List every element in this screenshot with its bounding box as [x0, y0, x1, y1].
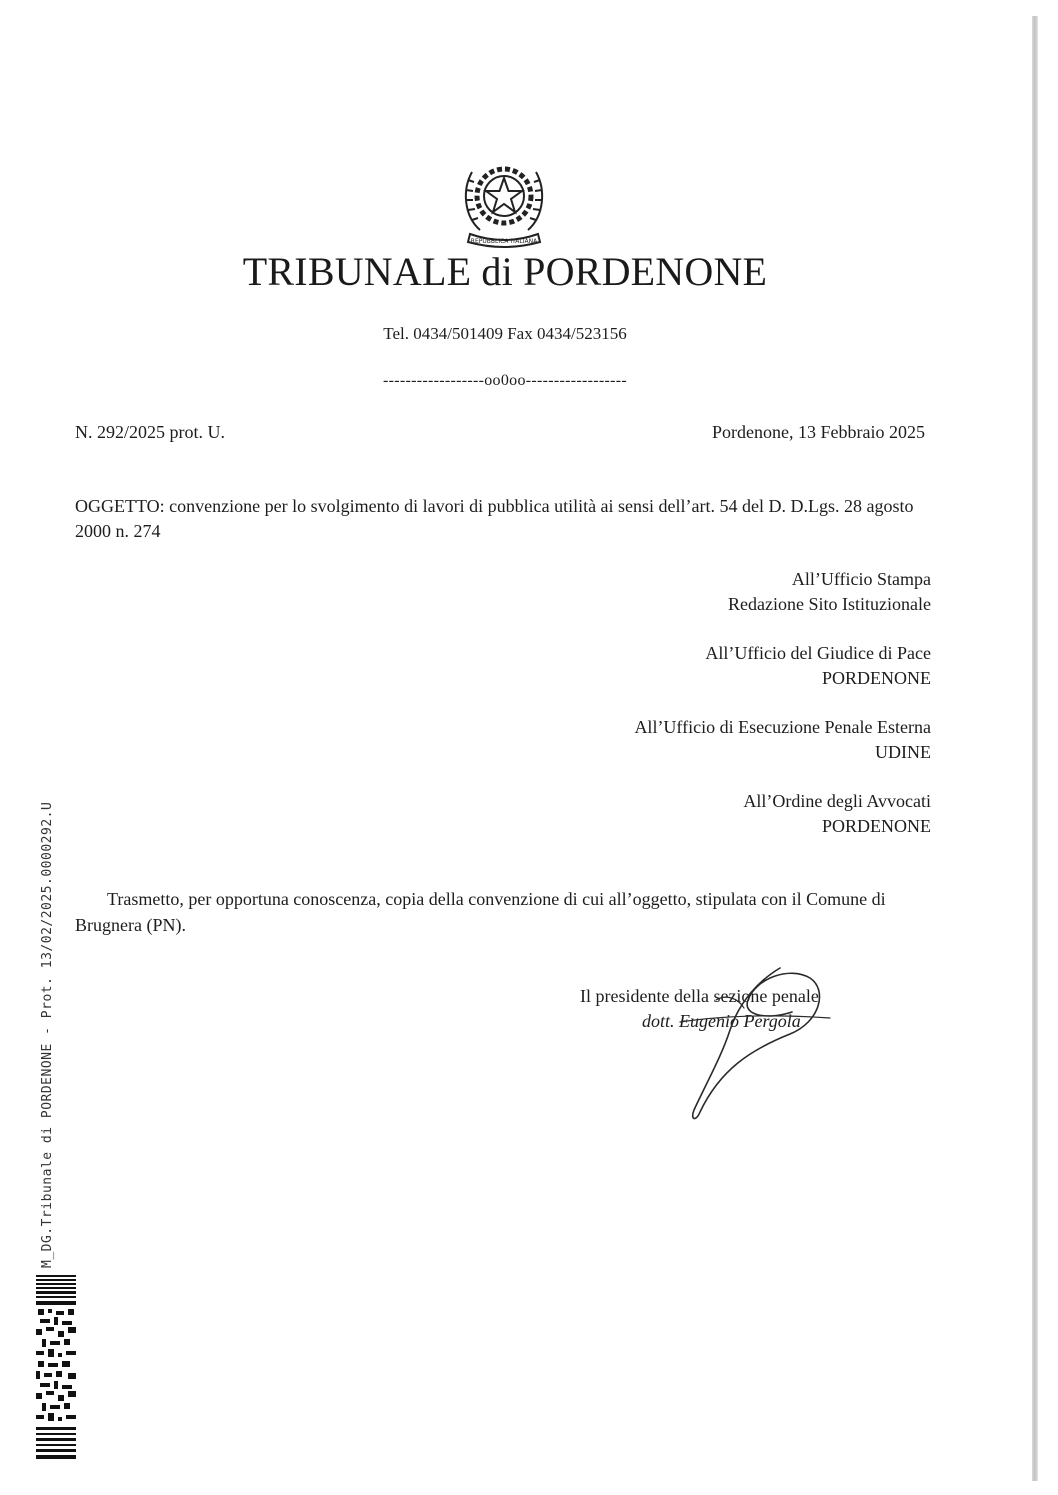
italian-republic-emblem-icon [458, 150, 550, 250]
signatory-name: dott. Eugenio Pergola [642, 1011, 801, 1031]
protocol-number: N. 292/2025 prot. U. [75, 422, 225, 442]
recipient-line: PORDENONE [821, 816, 931, 836]
recipient-line: All’Ufficio Stampa [791, 569, 931, 589]
recipient-press-office [634, 567, 931, 617]
recipient-line: PORDENONE [821, 668, 931, 688]
recipient-line: All’Ordine degli Avvocati [743, 791, 931, 811]
handwritten-signature [660, 960, 850, 1130]
page-edge-shadow [1032, 16, 1038, 1481]
recipients-block [634, 567, 931, 863]
recipient-line: All’Ufficio del Giudice di Pace [705, 643, 931, 663]
body-paragraph: Trasmetto, per opportuna conoscenza, copia della convenzione di cui all’oggetto, stipulata con il Comune di Brugnera (PN). [75, 889, 886, 935]
datamatrix-barcode-icon [36, 1275, 76, 1461]
recipient-penal-execution-office [634, 715, 931, 765]
recipient-justice-of-peace [634, 641, 931, 691]
recipient-bar-association [634, 789, 931, 839]
contact-numbers: Tel. 0434/501409 Fax 0434/523156 [383, 324, 627, 343]
place-and-date: Pordenone, 13 Febbraio 2025 [712, 422, 925, 442]
subject-line: OGGETTO: convenzione per lo svolgimento di lavori di pubblica utilità ai sensi dell’art. 54 del D. D.Lgs. 28 agosto 2000 n. 274 [75, 496, 914, 541]
protocol-side-stamp: M_DG.Tribunale di PORDENONE - Prot. 13/02/2025.0000292.U [40, 801, 55, 1268]
svg-text:REPUBBLICA ITALIANA: REPUBBLICA ITALIANA [470, 238, 538, 245]
recipient-line: UDINE [875, 742, 931, 762]
recipient-line: Redazione Sito Istituzionale [728, 594, 931, 614]
header-separator: ------------------oo0oo------------------ [382, 372, 628, 389]
court-name: TRIBUNALE di PORDENONE [242, 249, 768, 294]
signatory-title: Il presidente della sezione penale [580, 986, 819, 1006]
recipient-line: All’Ufficio di Esecuzione Penale Esterna [634, 717, 931, 737]
